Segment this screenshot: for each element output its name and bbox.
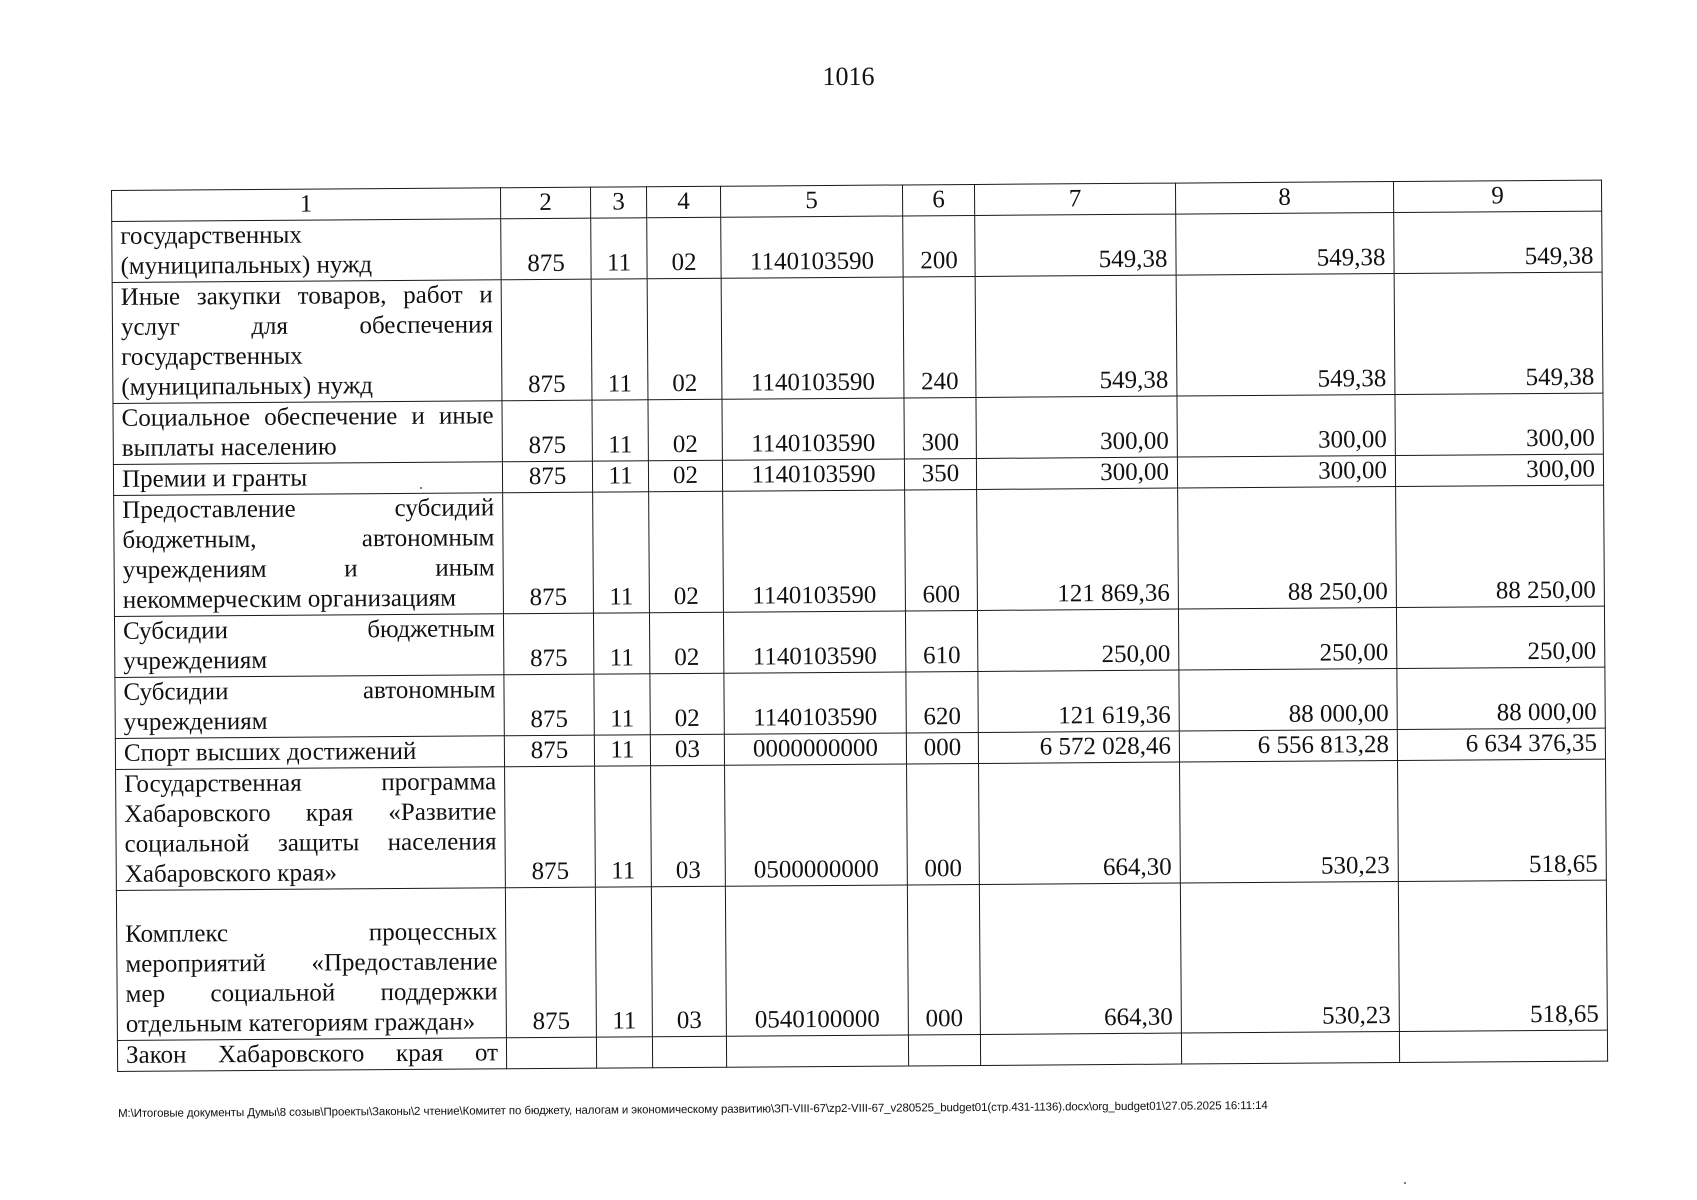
row-name: Субсидии автономным учреждениям bbox=[115, 675, 504, 739]
row-name: Спорт высших достижений bbox=[115, 736, 504, 770]
cell-col-8: 300,00 bbox=[1177, 456, 1395, 489]
cell-col-7: 549,38 bbox=[975, 275, 1177, 397]
cell-col-9: 88 250,00 bbox=[1396, 485, 1605, 607]
cell-col-6 bbox=[908, 1034, 980, 1066]
header-col-3: 3 bbox=[590, 187, 646, 218]
scan-speck bbox=[1404, 1182, 1406, 1184]
cell-col-3: 11 bbox=[594, 735, 650, 766]
cell-col-9: 6 634 376,35 bbox=[1397, 728, 1605, 760]
table-row bbox=[114, 606, 1604, 677]
cell-col-3: 11 bbox=[593, 613, 649, 674]
cell-col-4: 02 bbox=[650, 673, 724, 735]
table-row bbox=[115, 667, 1605, 738]
cell-col-4: 02 bbox=[648, 460, 722, 492]
cell-col-2: 875 bbox=[504, 735, 594, 767]
cell-col-9: 518,65 bbox=[1398, 759, 1607, 881]
row-name: Социальное обеспечение и иные выплаты населению bbox=[113, 401, 502, 465]
cell-col-4: 02 bbox=[648, 399, 722, 461]
cell-col-6: 200 bbox=[903, 215, 975, 277]
cell-col-5: 1140103590 bbox=[721, 216, 903, 278]
cell-col-2: 875 bbox=[504, 674, 594, 736]
cell-col-5: 1140103590 bbox=[721, 277, 904, 399]
cell-col-9: 549,38 bbox=[1394, 211, 1602, 273]
cell-col-5: 1140103590 bbox=[722, 398, 904, 460]
scan-speck bbox=[420, 487, 422, 489]
row-name: Предоставление субсидий бюджетным, автономным учреждениям и иным некоммерческим организациям bbox=[114, 493, 504, 617]
cell-col-6: 000 bbox=[907, 763, 980, 884]
page-number: 1016 bbox=[822, 62, 875, 91]
cell-col-5: 1140103590 bbox=[724, 672, 906, 734]
row-name: Закон Хабаровского края от bbox=[117, 1038, 506, 1072]
cell-col-8: 549,38 bbox=[1176, 274, 1395, 397]
cell-col-2: 875 bbox=[502, 400, 592, 462]
cell-col-2 bbox=[506, 1037, 596, 1069]
cell-col-5: 1140103590 bbox=[723, 490, 906, 612]
cell-col-3: 11 bbox=[595, 887, 652, 1037]
table-row bbox=[116, 759, 1607, 890]
cell-col-9: 518,65 bbox=[1398, 880, 1607, 1031]
cell-col-9: 300,00 bbox=[1395, 454, 1603, 486]
cell-col-9: 250,00 bbox=[1396, 606, 1604, 668]
cell-col-7: 300,00 bbox=[976, 396, 1177, 458]
header-col-8: 8 bbox=[1175, 182, 1393, 215]
cell-col-7: 6 572 028,46 bbox=[978, 731, 1179, 763]
cell-col-8: 88 000,00 bbox=[1179, 669, 1397, 732]
cell-col-8: 530,23 bbox=[1180, 882, 1399, 1034]
cell-col-3 bbox=[596, 1037, 652, 1068]
cell-col-3: 11 bbox=[594, 674, 650, 735]
cell-col-9: 549,38 bbox=[1394, 272, 1603, 394]
cell-col-2: 875 bbox=[505, 766, 596, 888]
cell-col-4: 02 bbox=[647, 217, 721, 279]
row-name: Премии и гранты bbox=[113, 462, 502, 496]
cell-col-8: 6 556 813,28 bbox=[1179, 730, 1397, 763]
cell-col-3: 11 bbox=[591, 218, 647, 279]
cell-col-4 bbox=[652, 1036, 726, 1068]
header-col-4: 4 bbox=[646, 186, 720, 218]
cell-col-6: 240 bbox=[903, 276, 976, 397]
cell-col-7: 250,00 bbox=[977, 609, 1178, 671]
cell-col-8: 549,38 bbox=[1176, 213, 1394, 276]
cell-col-7: 121 869,36 bbox=[977, 488, 1179, 610]
cell-col-2: 875 bbox=[503, 492, 594, 614]
cell-col-2: 875 bbox=[501, 279, 592, 401]
cell-col-4: 03 bbox=[650, 734, 724, 766]
header-col-6: 6 bbox=[902, 184, 974, 216]
budget-table bbox=[111, 180, 1608, 1072]
cell-col-2: 875 bbox=[502, 461, 592, 493]
cell-col-6: 600 bbox=[905, 489, 978, 610]
row-name: Государственная программа Хабаровского края «Развитие социальной защиты населения Хабаровского края» bbox=[116, 767, 506, 891]
cell-col-6: 620 bbox=[906, 671, 978, 733]
cell-col-5: 0500000000 bbox=[725, 764, 908, 886]
table-row bbox=[113, 393, 1603, 464]
cell-col-9 bbox=[1399, 1030, 1607, 1062]
cell-col-7: 664,30 bbox=[979, 883, 1181, 1034]
cell-col-3: 11 bbox=[592, 461, 648, 492]
cell-col-4: 03 bbox=[651, 886, 726, 1037]
cell-col-9: 88 000,00 bbox=[1397, 667, 1605, 729]
table-row bbox=[112, 211, 1602, 282]
cell-col-3: 11 bbox=[592, 400, 648, 461]
header-col-1: 1 bbox=[112, 188, 501, 222]
cell-col-5 bbox=[726, 1035, 908, 1067]
header-col-2: 2 bbox=[500, 187, 590, 219]
table-row bbox=[116, 880, 1607, 1040]
cell-col-8: 530,23 bbox=[1180, 761, 1399, 884]
row-name: Комплекс процессных мероприятий «Предоставление мер социальной поддержки отдельным категориям граждан» bbox=[116, 888, 506, 1041]
cell-col-6: 000 bbox=[906, 732, 978, 764]
header-col-9: 9 bbox=[1393, 180, 1601, 212]
cell-col-4: 02 bbox=[647, 278, 722, 400]
cell-col-8: 250,00 bbox=[1178, 608, 1396, 671]
cell-col-3: 11 bbox=[595, 766, 652, 887]
cell-col-4: 03 bbox=[651, 765, 726, 887]
cell-col-8: 88 250,00 bbox=[1178, 487, 1397, 610]
cell-col-2: 875 bbox=[503, 613, 593, 675]
cell-col-9: 300,00 bbox=[1395, 393, 1603, 455]
cell-col-5: 0000000000 bbox=[724, 733, 906, 765]
cell-col-7: 549,38 bbox=[975, 214, 1176, 276]
cell-col-6: 350 bbox=[904, 458, 976, 490]
cell-col-5: 0540100000 bbox=[725, 885, 908, 1036]
cell-col-7: 664,30 bbox=[979, 762, 1181, 884]
table-row bbox=[112, 272, 1603, 403]
cell-col-3: 11 bbox=[593, 492, 650, 613]
row-name: государственных (муниципальных) нужд bbox=[112, 219, 501, 283]
header-col-7: 7 bbox=[974, 183, 1175, 215]
cell-col-5: 1140103590 bbox=[723, 611, 905, 673]
cell-col-4: 02 bbox=[649, 612, 723, 674]
cell-col-7: 121 619,36 bbox=[978, 670, 1179, 732]
cell-col-4: 02 bbox=[649, 491, 724, 613]
cell-col-6: 300 bbox=[904, 397, 976, 459]
row-name: Иные закупки товаров, работ и услуг для обеспечения государственных (муниципальных) нужд bbox=[112, 280, 502, 404]
cell-col-2: 875 bbox=[501, 218, 591, 280]
cell-col-5: 1140103590 bbox=[722, 459, 904, 491]
cell-col-6: 610 bbox=[905, 610, 977, 672]
cell-col-2: 875 bbox=[505, 887, 596, 1038]
cell-col-8: 300,00 bbox=[1177, 395, 1395, 458]
header-col-5: 5 bbox=[720, 185, 902, 217]
cell-col-6: 000 bbox=[907, 884, 980, 1034]
cell-col-7: 300,00 bbox=[976, 457, 1177, 489]
table-row bbox=[114, 485, 1605, 616]
footer-file-path: М:\Итоговые документы Думы\8 созыв\Проекты\Законы\2 чтение\Комитет по бюджету, налогам и экономическому развитию\ЗП-VIII-67\zp2-VIII-67_v280525_budget01(стр.431-1136).docx\org_budget01\27.05.2025 16:11:14 bbox=[118, 1099, 1268, 1120]
row-name: Субсидии бюджетным учреждениям bbox=[114, 614, 503, 678]
cell-col-3: 11 bbox=[591, 279, 648, 400]
cell-col-8 bbox=[1181, 1032, 1399, 1065]
cell-col-7 bbox=[980, 1033, 1181, 1065]
